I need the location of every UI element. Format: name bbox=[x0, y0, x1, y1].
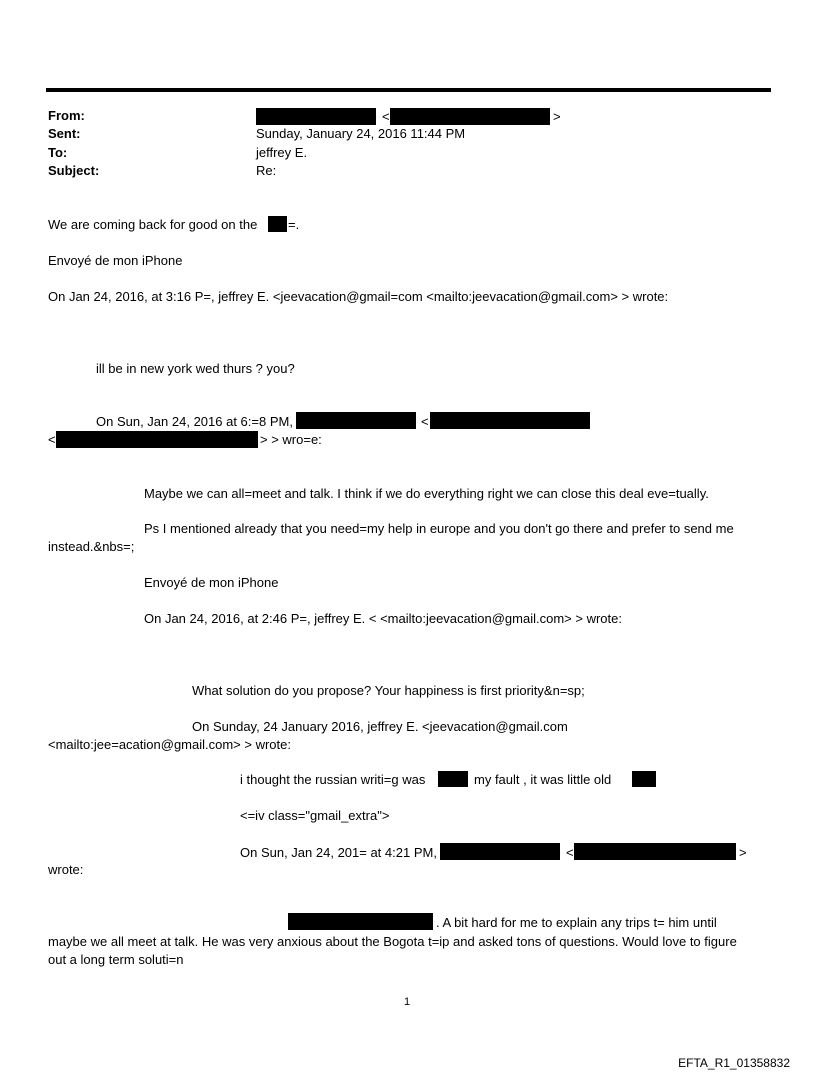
quote-header: On Sun, Jan 24, 2016 at 6:=8 PM, bbox=[96, 414, 293, 429]
message-line: instead.&nbs=; bbox=[48, 539, 135, 554]
from-label: From: bbox=[48, 108, 85, 123]
redaction-block bbox=[390, 108, 550, 125]
to-value: jeffrey E. bbox=[256, 145, 308, 160]
redaction-block bbox=[288, 913, 433, 930]
sent-label: Sent: bbox=[48, 126, 81, 141]
quote-lt: < bbox=[48, 432, 56, 447]
quote-header: <mailto:jee=acation@gmail.com> > wrote: bbox=[48, 737, 291, 752]
message-line: Ps I mentioned already that you need=my help in europe and you don't go there and prefer to send me bbox=[144, 521, 734, 536]
quote-lt: < bbox=[421, 414, 429, 429]
redaction-block bbox=[574, 843, 736, 860]
message-line: <=iv class="gmail_extra"> bbox=[240, 808, 390, 823]
signature-line: Envoyé de mon iPhone bbox=[48, 253, 183, 268]
message-line: my fault , it was little old bbox=[474, 772, 612, 787]
message-line: ill be in new york wed thurs ? you? bbox=[96, 361, 295, 376]
redaction-block bbox=[56, 431, 258, 448]
to-label: To: bbox=[48, 145, 68, 160]
redaction-block bbox=[268, 216, 287, 232]
redaction-block bbox=[438, 771, 468, 787]
message-line: Maybe we can all=meet and talk. I think if we do everything right we can close this deal eve=tually. bbox=[144, 486, 709, 501]
subject-value: Re: bbox=[256, 163, 277, 178]
message-line: . A bit hard for me to explain any trips t= him until bbox=[436, 915, 717, 930]
message-line: i thought the russian writi=g was bbox=[240, 772, 426, 787]
body-line: We are coming back for good on the bbox=[48, 217, 258, 232]
document-id: EFTA_R1_01358832 bbox=[678, 1056, 790, 1070]
redaction-block bbox=[430, 412, 590, 429]
signature-line: Envoyé de mon iPhone bbox=[144, 575, 279, 590]
sent-value: Sunday, January 24, 2016 11:44 PM bbox=[256, 126, 466, 141]
body-line: =. bbox=[288, 217, 300, 232]
subject-label: Subject: bbox=[48, 163, 100, 178]
quote-gt: > bbox=[739, 845, 747, 860]
quote-header-end: wrote: bbox=[48, 862, 84, 877]
quote-lt: < bbox=[566, 845, 574, 860]
from-gt: > bbox=[553, 109, 561, 124]
page-number: 1 bbox=[404, 996, 411, 1008]
header-rule bbox=[46, 88, 771, 92]
message-line: maybe we all meet at talk. He was very anxious about the Bogota t=ip and asked tons of questions. Would love to figure bbox=[48, 934, 737, 949]
quote-header-end: > > wro=e: bbox=[260, 432, 322, 447]
message-line: out a long term soluti=n bbox=[48, 952, 184, 967]
quote-header: On Sunday, 24 January 2016, jeffrey E. <jeevacation@gmail.com bbox=[192, 719, 568, 734]
quote-header: On Jan 24, 2016, at 3:16 P=, jeffrey E. <jeevacation@gmail=com <mailto:jeevacation@gmail.com> > wrote: bbox=[48, 289, 669, 304]
quote-header: On Sun, Jan 24, 201= at 4:21 PM, bbox=[240, 845, 437, 860]
redaction-block bbox=[296, 412, 416, 429]
message-line: What solution do you propose? Your happiness is first priority&n=sp; bbox=[192, 683, 585, 698]
from-lt: < bbox=[382, 109, 390, 124]
redaction-block bbox=[632, 771, 656, 787]
quote-header: On Jan 24, 2016, at 2:46 P=, jeffrey E. < <mailto:jeevacation@gmail.com> > wrote: bbox=[144, 611, 622, 626]
redaction-block bbox=[256, 108, 376, 125]
redaction-block bbox=[440, 843, 560, 860]
